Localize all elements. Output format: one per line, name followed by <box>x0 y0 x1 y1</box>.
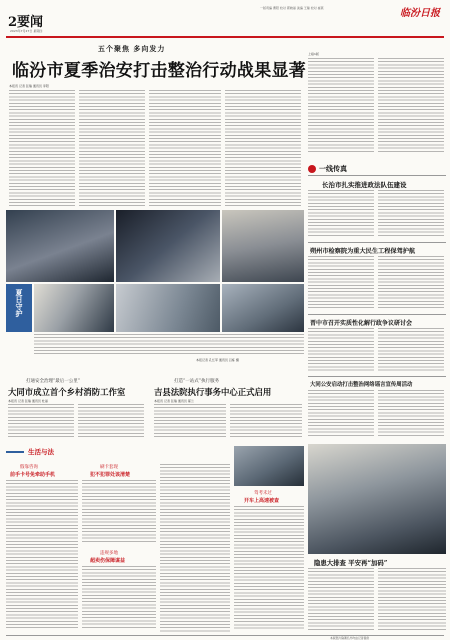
brief-2 <box>308 242 446 312</box>
photo-school-safety <box>116 284 220 332</box>
mid-story-2-byline: 本报讯 记者 张瑞 通讯员 郝兰 <box>154 399 194 403</box>
photo-bus-inspection <box>222 210 304 282</box>
brief-3-body-a <box>308 328 374 372</box>
life-item-4-kicker: 驾考未过 <box>254 491 272 496</box>
brief-4-body-b <box>378 390 444 438</box>
lead-body-col-1 <box>9 90 75 208</box>
life-item-2 <box>82 464 156 632</box>
mid-story-1-body-b <box>78 404 144 438</box>
photo-captions <box>34 334 304 356</box>
brief-4-rule <box>308 376 446 377</box>
photo-feature-label <box>6 284 32 332</box>
life-item-1-kicker: 假靠咨询 <box>20 465 38 470</box>
brief-1 <box>308 180 446 240</box>
photo-highway-check <box>234 446 304 486</box>
mid-story-1-byline: 本报讯 记者 张瑞 通讯员 杜丽 <box>8 399 48 403</box>
mid-story-1-headline: 大同市成立首个乡村消防工作室 <box>8 387 126 397</box>
lead-byline: 本报讯 记者 张瑞 通讯员 李阳 <box>9 84 49 88</box>
section-tag <box>308 162 446 176</box>
brief-1-body-b <box>378 190 444 238</box>
lead-body-col-4 <box>225 90 301 208</box>
mid-story-1-body-a <box>8 404 74 438</box>
brief-3 <box>308 314 446 374</box>
brief-2-body-a <box>308 256 374 310</box>
photo-feature-byline: 本报记者 孔红军 通讯员 吕栋 摄 <box>196 358 239 362</box>
brief-3-body-b <box>378 328 444 372</box>
lead-body-col-3 <box>149 90 221 208</box>
lead-story <box>6 44 307 372</box>
brief-5-body-b <box>378 568 446 630</box>
brief-3-rule <box>308 314 446 315</box>
life-item-4-headline: 开车上高速被查 <box>244 498 280 504</box>
mid-story-2-kicker: 打造“一站式”执行服务 <box>174 379 220 384</box>
footer-rule <box>6 635 444 636</box>
photo-feature-label-text: 夏日守护 <box>15 289 24 317</box>
mid-story-1-kicker: 打通安全治理“最后一公里” <box>26 379 81 384</box>
life-item-4-body <box>234 506 304 630</box>
masthead <box>0 0 450 44</box>
side-column-tag: 上接1版 <box>308 52 319 56</box>
date-line: 2023年7月27日 星期四 <box>10 29 43 33</box>
header-small-2 <box>260 13 420 17</box>
footer-note: 本版图片除署名外均由记者提供 <box>330 636 370 640</box>
life-column-label: 生活与法 <box>28 448 54 456</box>
page-label: 2要闻 <box>8 15 44 30</box>
life-column <box>6 446 304 634</box>
photo-safety-inspection <box>308 444 446 554</box>
brief-2-rule <box>308 242 446 243</box>
life-column-mark <box>6 451 24 453</box>
life-item-3-kicker: 违规多地 <box>100 551 118 556</box>
brief-5 <box>308 444 446 634</box>
mid-story-2-headline: 吉县法院执行事务中心正式启用 <box>154 387 272 397</box>
brief-3-title: 晋中市召开实质性化解行政争议研讨会 <box>310 320 413 327</box>
brief-1-title: 长治市扎实推进政法队伍建设 <box>322 181 407 189</box>
life-column-header <box>6 446 78 460</box>
brief-4 <box>308 376 446 440</box>
photo-feature <box>6 210 304 372</box>
side-body-col-1 <box>308 58 374 154</box>
section-tag-mark <box>308 165 316 173</box>
life-item-2-kicker: 刷卡套现 <box>100 465 118 470</box>
side-column <box>308 52 446 156</box>
mid-story-2-body-b <box>230 404 302 438</box>
life-item-1 <box>6 464 78 632</box>
photo-community-talk <box>222 284 304 332</box>
brief-2-body-b <box>378 256 444 310</box>
brief-2-title: 朔州市检察院为重大民生工程保驾护航 <box>310 248 416 255</box>
brief-4-body-a <box>308 390 374 438</box>
lead-kicker: 五个聚焦 多向发力 <box>98 44 166 53</box>
mid-story-2 <box>152 378 304 438</box>
header-small: 一版责编 曹阳 校对 郭晓丽 美编 王瑞 校对 崔燕 <box>260 6 324 10</box>
mid-story-1 <box>6 378 146 438</box>
photo-police-patrol <box>6 210 114 282</box>
life-item-2-headline: 犯不犯罪处该清楚 <box>90 472 131 478</box>
photo-night-check <box>116 210 220 282</box>
section-tag-rule <box>308 175 446 176</box>
life-item-3-body <box>82 566 156 630</box>
section-tag-label: 一线传真 <box>319 164 347 173</box>
life-filler-col <box>160 464 230 632</box>
lead-body-col-2 <box>79 90 145 208</box>
mid-story-2-body-a <box>154 404 226 438</box>
side-body-col-2 <box>378 58 444 154</box>
life-item-2-body-a <box>82 480 156 544</box>
photo-traffic-stop <box>34 284 114 332</box>
life-item-4 <box>234 446 304 632</box>
life-item-3-headline: 超卖伤保障谋益 <box>90 558 126 564</box>
lead-headline: 临汾市夏季治安打击整治行动战果显著 <box>12 61 307 81</box>
life-item-1-headline: 前手卡号免牵助手机 <box>10 472 56 478</box>
life-item-1-body <box>6 480 78 630</box>
masthead-rule <box>6 36 444 38</box>
brief-4-title: 大同公安启动打击整治网络谣言宣传周活动 <box>310 382 413 388</box>
brief-5-body-a <box>308 568 374 630</box>
paper-name: 临汾日报 <box>400 8 440 19</box>
brief-1-body-a <box>308 190 374 238</box>
brief-5-title: 隐患大排查 平安再“加码” <box>314 559 388 567</box>
